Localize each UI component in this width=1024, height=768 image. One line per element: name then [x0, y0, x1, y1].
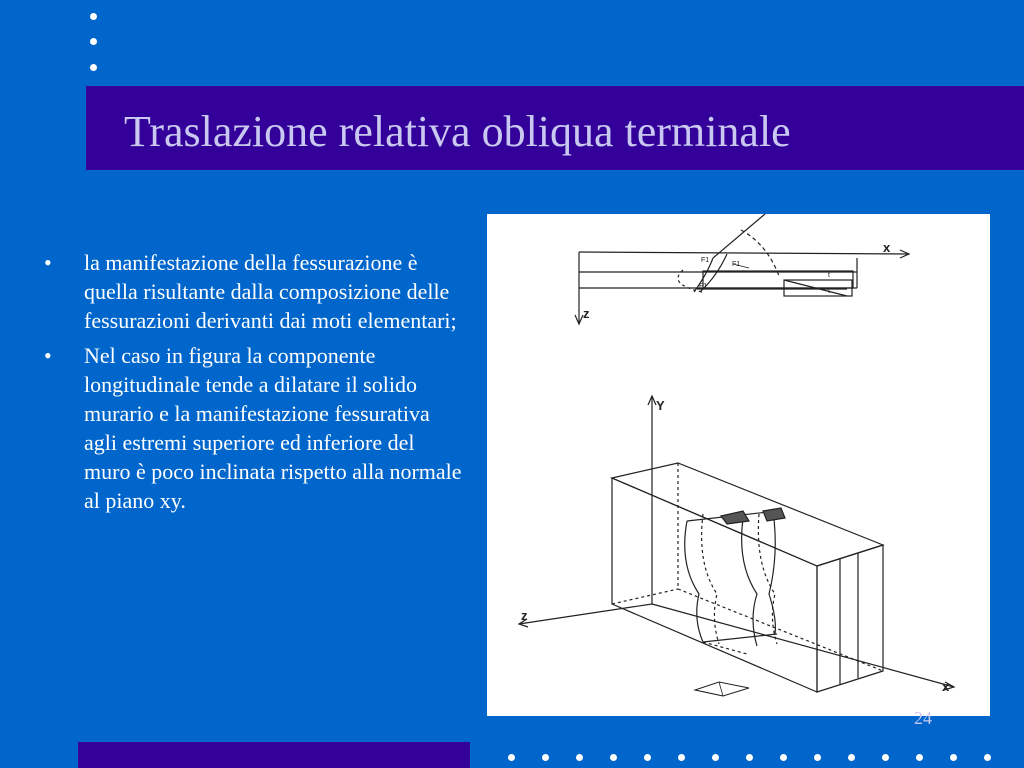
footer-bar — [78, 742, 470, 768]
isometric-view — [519, 396, 954, 696]
decorative-dot — [780, 754, 787, 761]
elevation-view — [575, 214, 909, 324]
decorative-dot — [644, 754, 651, 761]
svg-text:t: t — [828, 272, 830, 279]
decorative-dot — [90, 13, 97, 20]
decorative-dot — [950, 754, 957, 761]
decorative-dot — [508, 754, 515, 761]
svg-text:t: t — [828, 288, 830, 295]
svg-text:F1: F1 — [732, 261, 741, 268]
elevation-x-axis-label: x — [883, 240, 891, 255]
decorative-dot — [882, 754, 889, 761]
elevation-z-axis-label: z — [583, 306, 590, 321]
bullet-marker: • — [44, 343, 52, 368]
isometric-x-axis-label: x — [942, 679, 950, 694]
title-bar — [86, 86, 1024, 170]
decorative-dot — [610, 754, 617, 761]
decorative-dot — [814, 754, 821, 761]
decorative-dot — [90, 38, 97, 45]
decorative-dot — [916, 754, 923, 761]
bullet-item — [42, 341, 462, 515]
slide-title: Traslazione relativa obliqua terminale — [124, 107, 791, 156]
bullet-text: Nel caso in figura la componente longitudinale tende a dilatare il solido murario e la manifestazione fessurativa agli estremi superiore ed inferiore del muro è poco inclinata rispetto alla normale al piano xy. — [84, 343, 462, 513]
bullet-list — [42, 248, 462, 521]
page-number: 24 — [914, 708, 932, 728]
isometric-z-axis-label: z — [521, 608, 528, 623]
svg-text:F1: F1 — [701, 257, 710, 264]
decorative-dot — [678, 754, 685, 761]
decorative-dot — [984, 754, 991, 761]
decorative-dot — [746, 754, 753, 761]
bullet-item — [42, 248, 462, 335]
bullet-marker: • — [44, 250, 52, 275]
isometric-y-axis-label: Y — [656, 398, 665, 413]
crack-diagram-drawing — [487, 214, 990, 716]
decorative-dot — [576, 754, 583, 761]
decorative-dot — [542, 754, 549, 761]
crack-diagram-figure — [487, 214, 990, 716]
decorative-dot — [90, 64, 97, 71]
decorative-dot — [712, 754, 719, 761]
bullet-text: la manifestazione della fessurazione è quella risultante dalla composizione delle fessurazioni derivanti dai moti elementari; — [84, 250, 457, 333]
decorative-dot — [848, 754, 855, 761]
svg-text:F1: F1 — [699, 283, 708, 290]
